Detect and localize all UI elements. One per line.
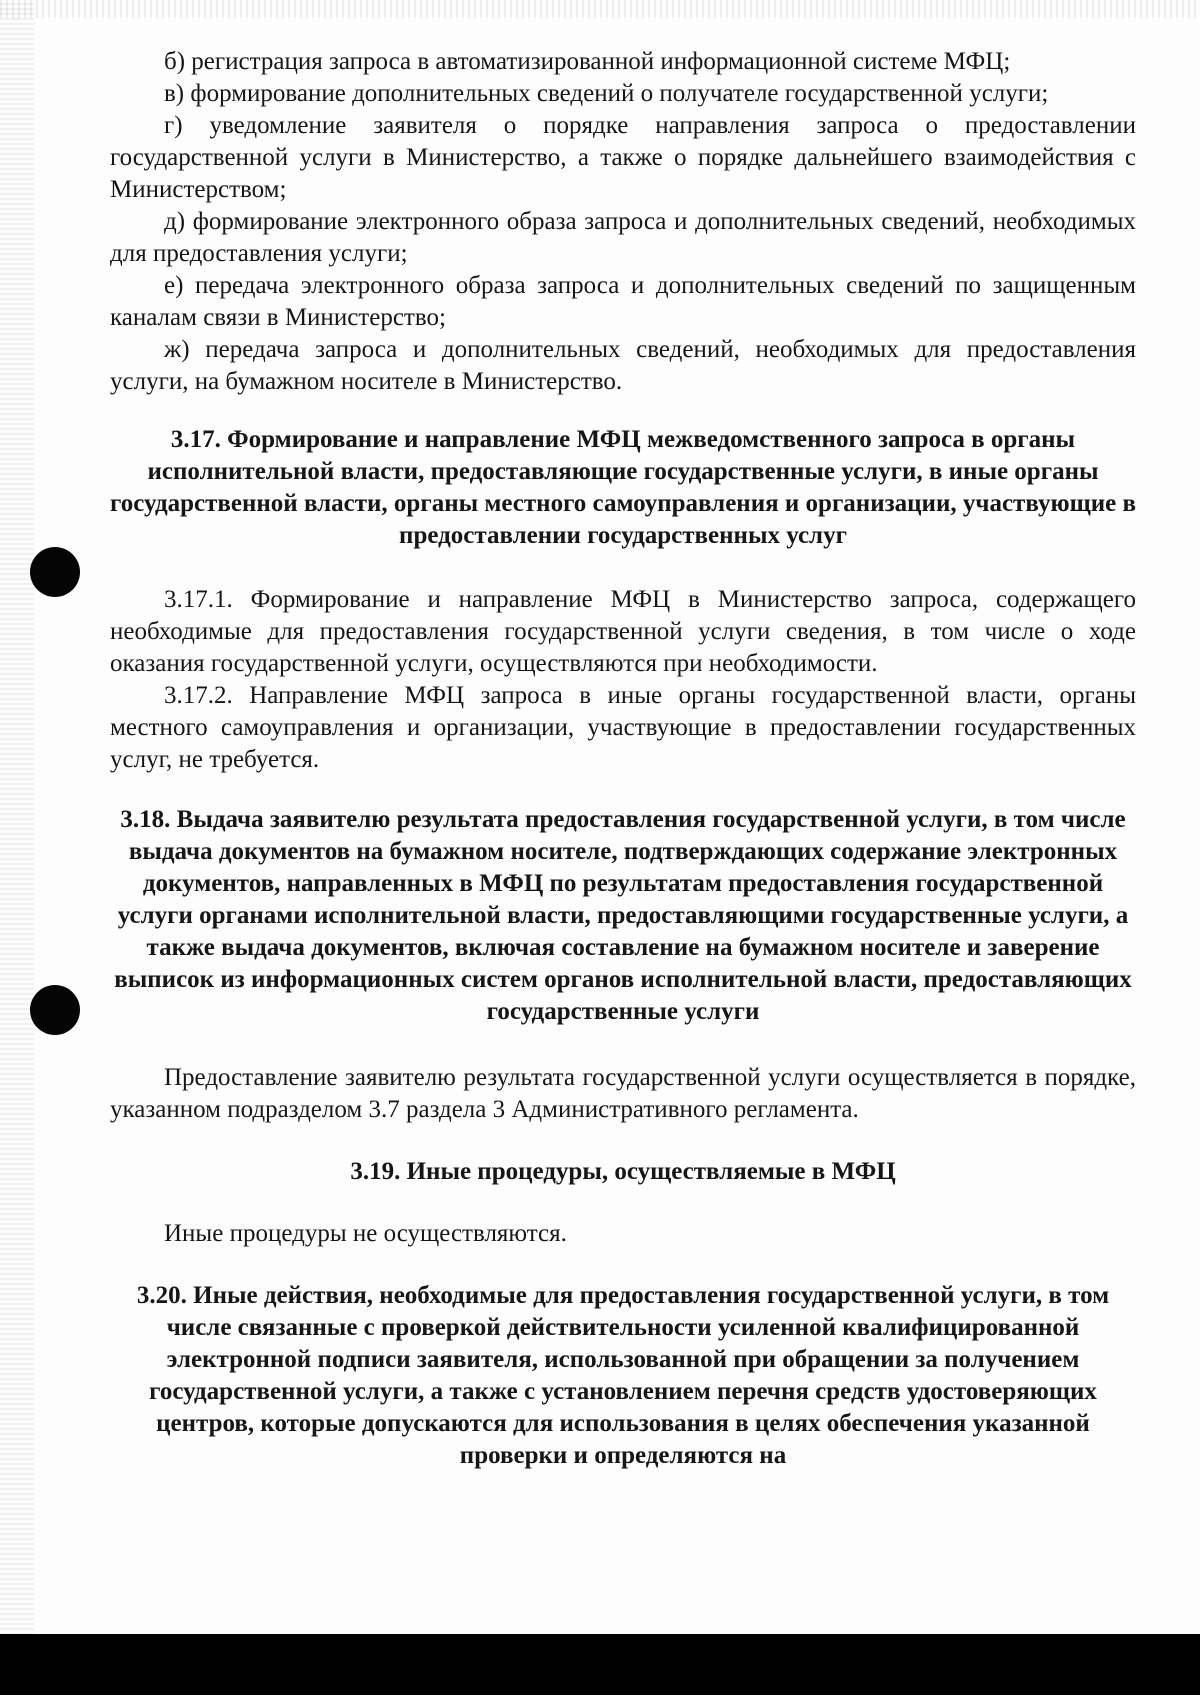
list-item-v: в) формирование дополнительных сведений о получателе государственной услуги; (164, 80, 1049, 107)
section-heading-3-20: 3.20. Иные действия, необходимые для предоставления государственной услуги, в том числе связанные с проверкой действительности усиленной квалифицированной электронной подписи заявителя, использованной при обращении за получением государственной услуги, а также с установлением перечня средств удостоверяющих центров, которые допускаются для использования в целях обеспечения указанной проверки и определяются на (136, 1282, 1110, 1469)
section-heading-3-17: 3.17. Формирование и направление МФЦ межведомственного запроса в органы исполнительной власти, предоставляющие государственные услуги, в иные органы государственной власти, органы местного самоуправления и организации, участвующие в предоставлении государственных услуг (110, 426, 1136, 549)
list-item-g: г) уведомление заявителя о порядке направления запроса о предоставлении государственной услуги в Министерство, а также о порядке дальнейшего взаимодействия с Министерством; (110, 112, 1136, 203)
punch-hole-icon (30, 985, 80, 1035)
list-item-b: б) регистрация запроса в автоматизированной информационной системе МФЦ; (164, 48, 1011, 75)
list-item-zh: ж) передача запроса и дополнительных сведений, необходимых для предоставления услуги, на бумажном носителе в Министерство. (110, 336, 1136, 395)
paragraph-3-19: Иные процедуры не осуществляются. (164, 1220, 567, 1247)
paragraph-3-17-1: 3.17.1. Формирование и направление МФЦ в Министерство запроса, содержащего необходимые для предоставления государственной услуги сведения, в том числе о ходе оказания государственной услуги, осуществляются при необходимости. (110, 586, 1136, 677)
paragraph-3-18: Предоставление заявителю результата государственной услуги осуществляется в порядке, указанном подразделом 3.7 раздела 3 Административного регламента. (110, 1064, 1136, 1123)
section-heading-3-18: 3.18. Выдача заявителю результата предоставления государственной услуги, в том числе выдача документов на бумажном носителе, подтверждающих содержание электронных документов, направленных в МФЦ по результатам предоставления государственной услуги органами исполнительной власти, предоставляющими государственные услуги, а также выдача документов, включая составление на бумажном носителе и заверение выписок из информационных систем органов исполнительной власти, предоставляющих государственные услуги (114, 806, 1132, 1025)
punch-hole-icon (30, 547, 80, 597)
scan-artifact-top (0, 0, 1200, 18)
scan-bottom-border (0, 1634, 1200, 1695)
document-body (110, 46, 1136, 1472)
section-heading-3-19: 3.19. Иные процедуры, осуществляемые в МФЦ (350, 1158, 896, 1185)
scan-artifact-left (0, 0, 34, 1695)
paragraph-3-17-2: 3.17.2. Направление МФЦ запроса в иные органы государственной власти, органы местного самоуправления и организации, участвующие в предоставлении государственных услуг, не требуется. (110, 682, 1136, 773)
list-item-e: е) передача электронного образа запроса и дополнительных сведений по защищенным каналам связи в Министерство; (110, 272, 1136, 331)
list-item-d: д) формирование электронного образа запроса и дополнительных сведений, необходимых для предоставления услуги; (110, 208, 1136, 267)
